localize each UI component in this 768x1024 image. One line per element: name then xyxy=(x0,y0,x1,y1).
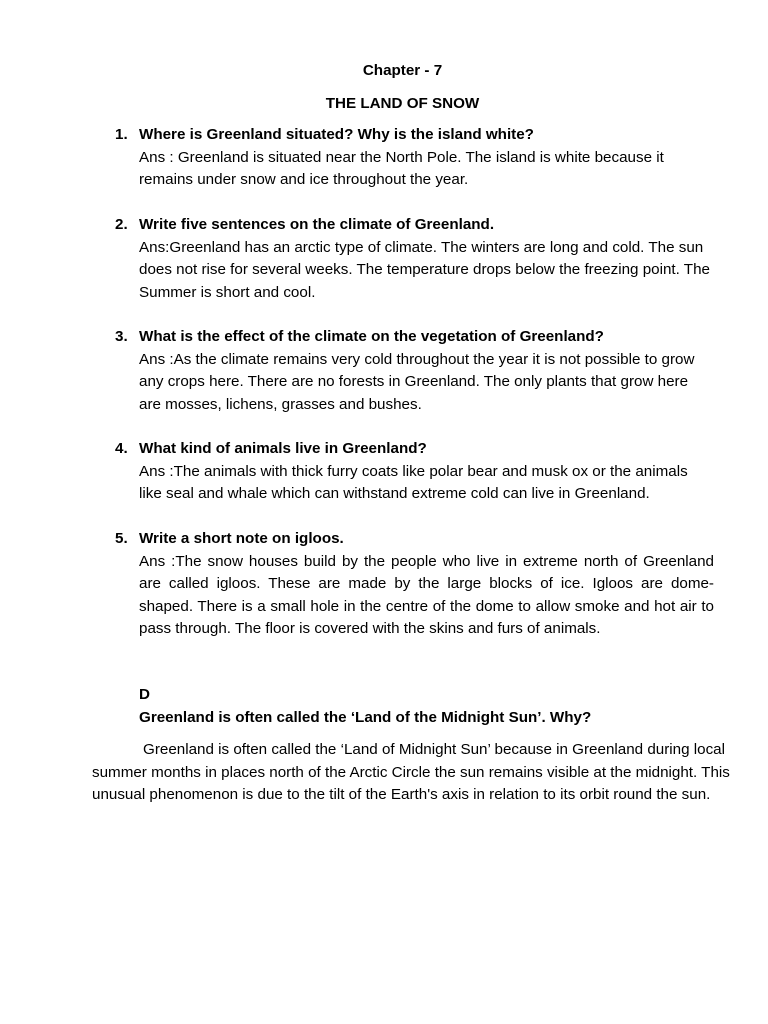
question-text: Where is Greenland situated? Why is the island white? xyxy=(139,126,534,143)
answer-text: Ans :The animals with thick furry coats like polar bear and musk ox or the animals like seal and whale which can withstand extreme cold can live in Greenland. xyxy=(139,462,688,502)
question-item xyxy=(115,124,714,192)
section-d-answer xyxy=(92,739,732,807)
answer-text: Ans:Greenland has an arctic type of climate. The winters are long and cold. The sun does not rise for several weeks. The temperature drops below the freezing point. The Summer is short and cool. xyxy=(139,238,710,301)
question-number: 1. xyxy=(115,126,128,143)
section-d-question: Greenland is often called the ‘Land of the Midnight Sun’. Why? xyxy=(139,708,592,726)
section-d xyxy=(139,684,714,729)
chapter-heading: Chapter - 7 xyxy=(362,62,443,79)
question-item xyxy=(115,528,714,641)
question-item xyxy=(115,326,714,416)
question-item xyxy=(115,438,714,506)
section-d-answer-text: Greenland is often called the ‘Land of Midnight Sun’ because in Greenland during local summer months in places north of the Arctic Circle the sun remains visible at the midnight. This unusual phenomenon is due to the tilt of the Earth's axis in relation to its orbit round the sun. xyxy=(92,741,730,804)
section-d-label: D xyxy=(139,686,150,703)
question-number: 4. xyxy=(115,440,128,457)
question-number: 3. xyxy=(115,328,128,345)
answer-text: Ans : Greenland is situated near the North Pole. The island is white because it remains under snow and ice throughout the year. xyxy=(139,148,664,188)
answer-text: Ans :As the climate remains very cold throughout the year it is not possible to grow any crops here. There are no forests in Greenland. The only plants that grow here are mosses, lichens, grasses and bushes. xyxy=(139,350,695,413)
question-number: 2. xyxy=(115,216,128,233)
question-number: 5. xyxy=(115,530,128,547)
page-title: THE LAND OF SNOW xyxy=(325,95,480,112)
question-text: Write a short note on igloos. xyxy=(139,530,344,547)
question-text: What is the effect of the climate on the vegetation of Greenland? xyxy=(139,328,604,345)
question-text: Write five sentences on the climate of Greenland. xyxy=(139,216,495,233)
answer-text: Ans :The snow houses build by the people who live in extreme north of Greenland are called igloos. These are made by the large blocks of ice. Igloos are dome-shaped. There is a small hole in the centre of the dome to allow smoke and hot air to pass through. The floor is covered with the skins and furs of animals. xyxy=(139,552,714,637)
question-item xyxy=(115,214,714,304)
question-text: What kind of animals live in Greenland? xyxy=(139,440,427,457)
